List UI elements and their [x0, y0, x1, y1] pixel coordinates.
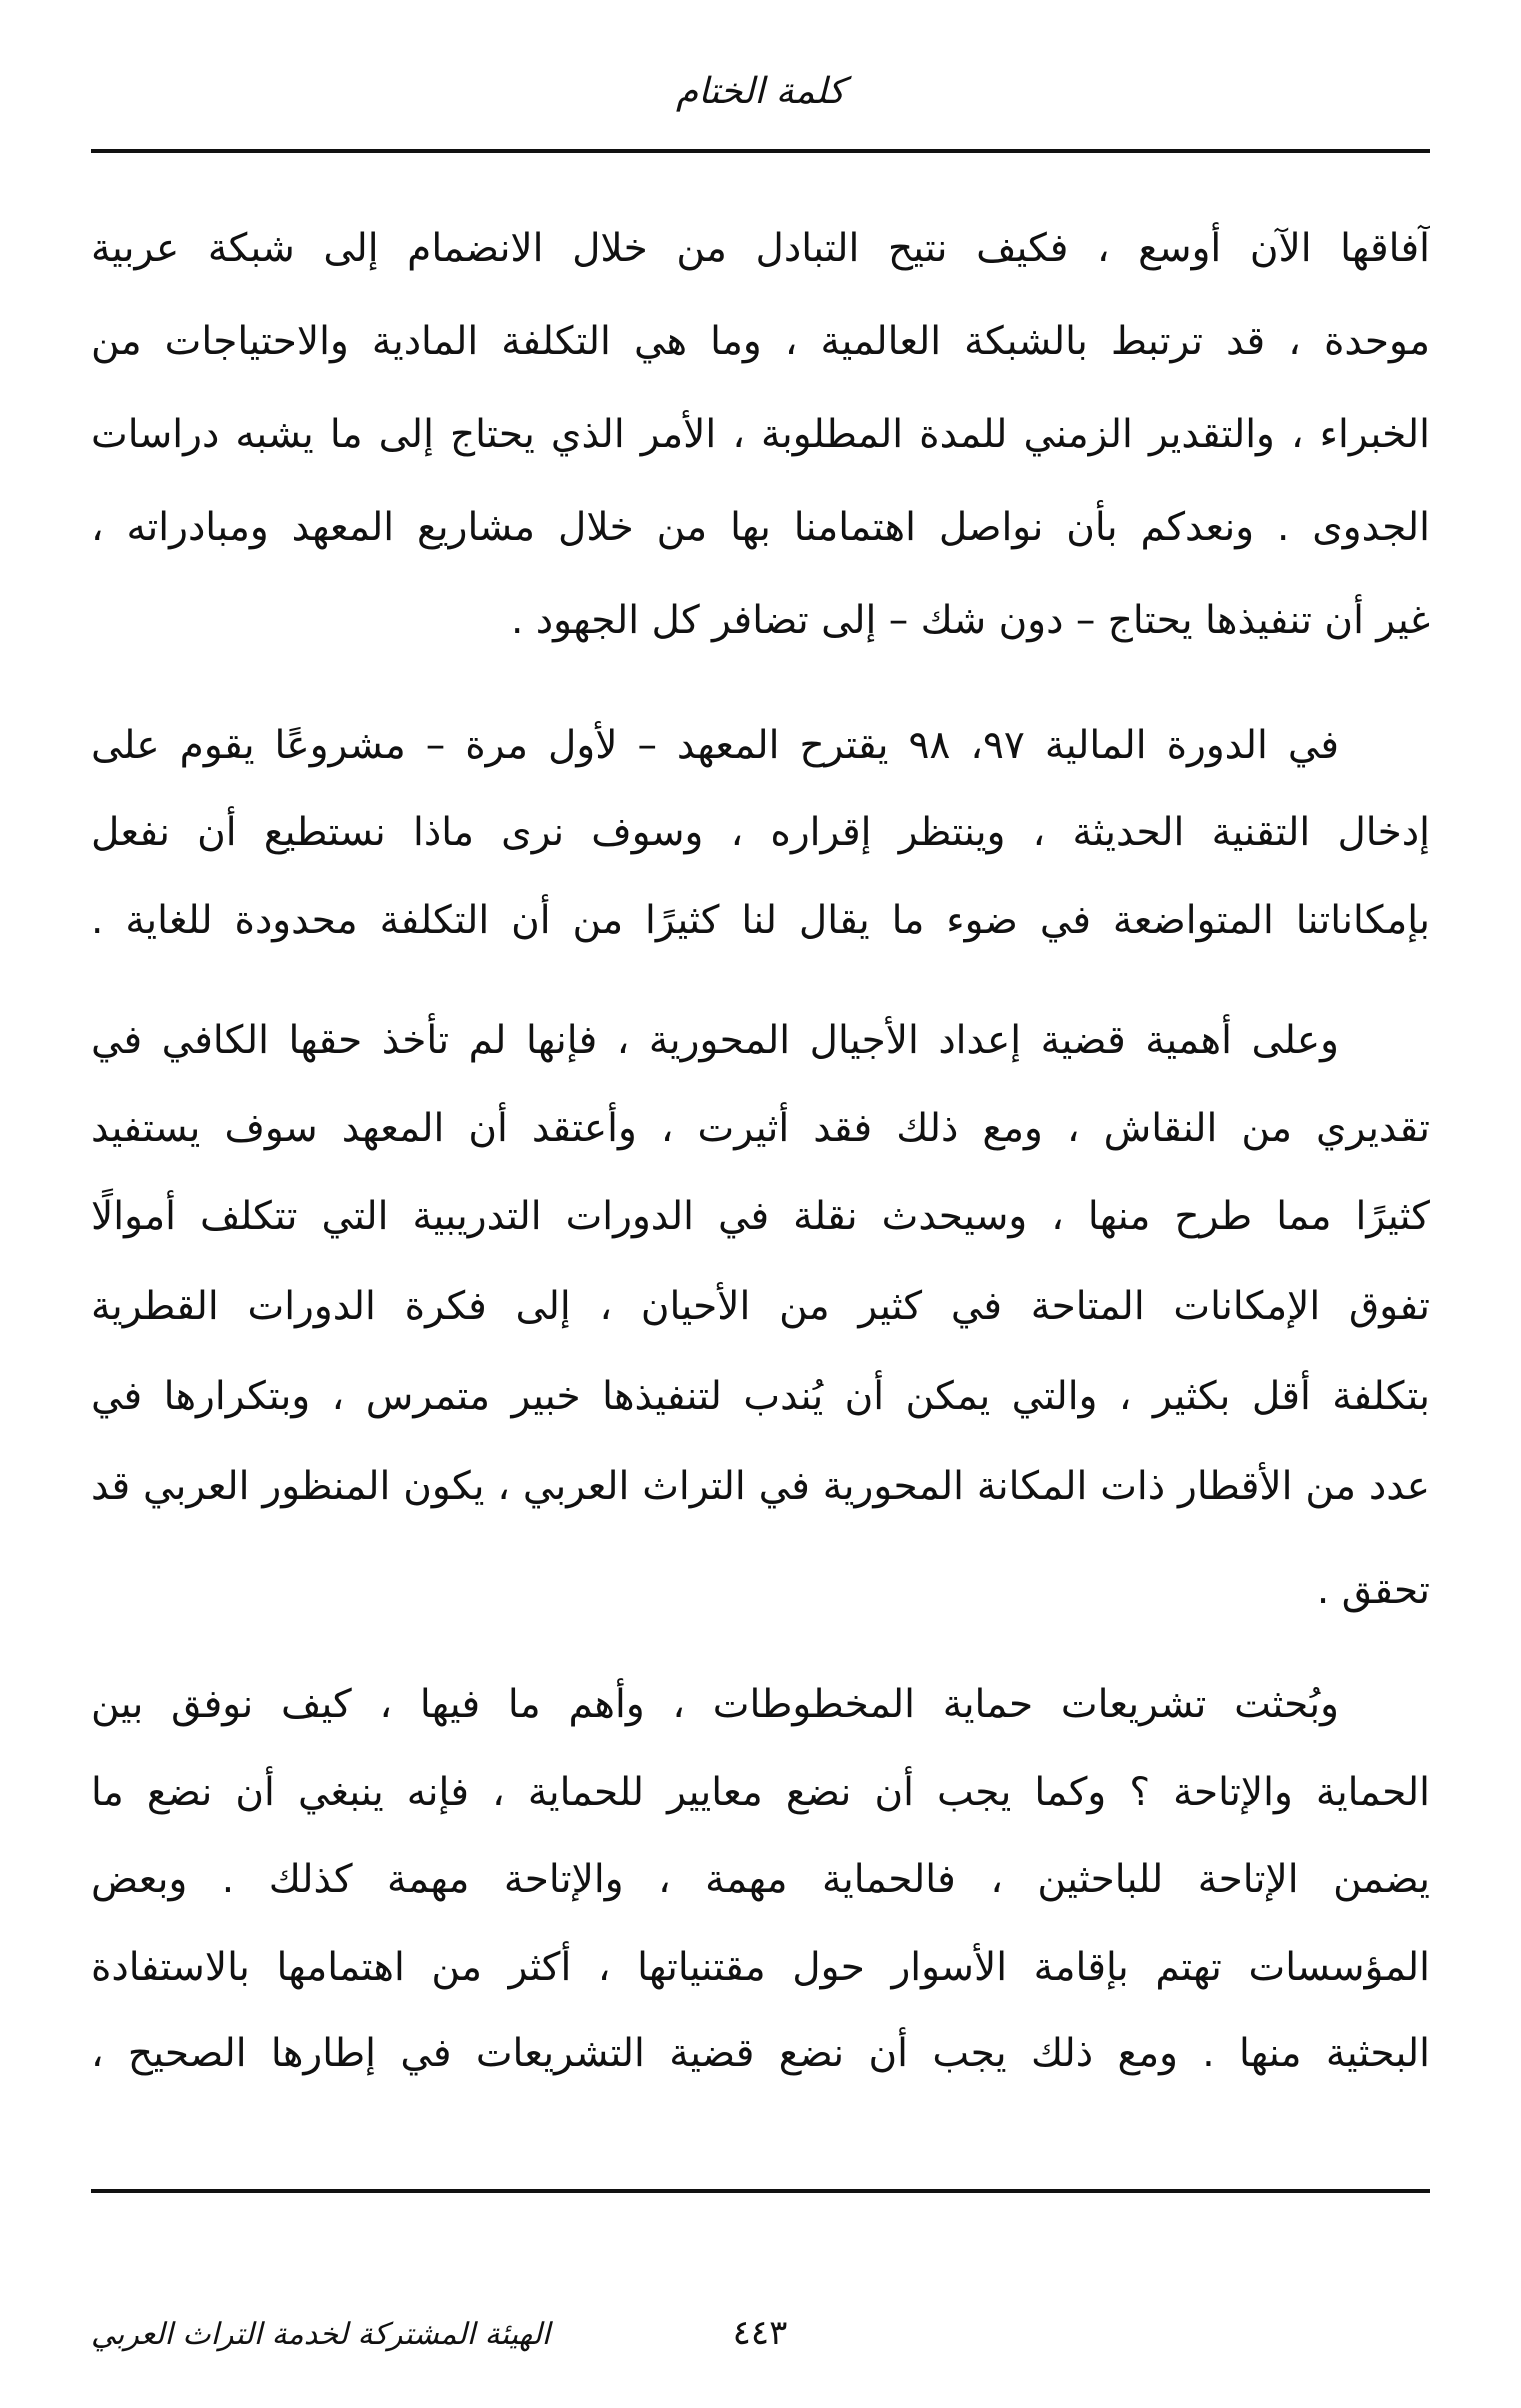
- text-line: الخبراء ، والتقدير الزمني للمدة المطلوبة ، الأمر الذي يحتاج إلى ما يشبه دراسات: [91, 412, 1430, 457]
- text-line: كثيرًا مما طرح منها ، وسيحدث نقلة في الدورات التدريبية التي تتكلف أموالًا: [91, 1194, 1430, 1239]
- text-line: غير أن تنفيذها يحتاج – دون شك – إلى تضافر كل الجهود .: [510, 598, 1430, 643]
- header-rule: [91, 149, 1430, 153]
- text-line: موحدة ، قد ترتبط بالشبكة العالمية ، وما هي التكلفة المادية والاحتياجات من: [91, 319, 1430, 364]
- text-line: الحماية والإتاحة ؟ وكما يجب أن نضع معايير للحماية ، فإنه ينبغي أن نضع ما: [91, 1770, 1430, 1815]
- publisher-name: الهيئة المشتركة لخدمة التراث العربي: [91, 2317, 551, 2352]
- text-line: في الدورة المالية ٩٧، ٩٨ يقترح المعهد – لأول مرة – مشروعًا يقوم على: [91, 723, 1339, 768]
- text-line: تفوق الإمكانات المتاحة في كثير من الأحيان ، إلى فكرة الدورات القطرية: [91, 1284, 1430, 1329]
- text-line: آفاقها الآن أوسع ، فكيف نتيح التبادل من خلال الانضمام إلى شبكة عربية: [91, 226, 1430, 271]
- text-line: بإمكاناتنا المتواضعة في ضوء ما يقال لنا كثيرًا من أن التكلفة محدودة للغاية .: [91, 898, 1430, 943]
- text-line: الجدوى . ونعدكم بأن نواصل اهتمامنا بها من خلال مشاريع المعهد ومبادراته ،: [91, 505, 1430, 550]
- page-number: ٤٤٣: [732, 2313, 788, 2353]
- text-line: يضمن الإتاحة للباحثين ، فالحماية مهمة ، والإتاحة مهمة كذلك . وبعض: [91, 1857, 1430, 1902]
- text-line: وعلى أهمية قضية إعداد الأجيال المحورية ، فإنها لم تأخذ حقها الكافي في: [91, 1018, 1339, 1063]
- text-line: وبُحثت تشريعات حماية المخطوطات ، وأهم ما فيها ، كيف نوفق بين: [91, 1682, 1339, 1727]
- text-line: تحقق .: [1316, 1568, 1430, 1613]
- running-head-title: كلمة الختام: [676, 71, 845, 112]
- text-line: إدخال التقنية الحديثة ، وينتظر إقراره ، وسوف نرى ماذا نستطيع أن نفعل: [91, 810, 1430, 855]
- text-line: تقديري من النقاش ، ومع ذلك فقد أثيرت ، وأعتقد أن المعهد سوف يستفيد: [91, 1106, 1430, 1151]
- text-line: بتكلفة أقل بكثير ، والتي يمكن أن يُندب لتنفيذها خبير متمرس ، وبتكرارها في: [91, 1374, 1430, 1419]
- footer-rule: [91, 2189, 1430, 2193]
- text-line: البحثية منها . ومع ذلك يجب أن نضع قضية التشريعات في إطارها الصحيح ،: [91, 2031, 1430, 2076]
- text-line: المؤسسات تهتم بإقامة الأسوار حول مقتنياتها ، أكثر من اهتمامها بالاستفادة: [91, 1945, 1430, 1990]
- text-line: عدد من الأقطار ذات المكانة المحورية في التراث العربي ، يكون المنظور العربي قد: [91, 1464, 1430, 1509]
